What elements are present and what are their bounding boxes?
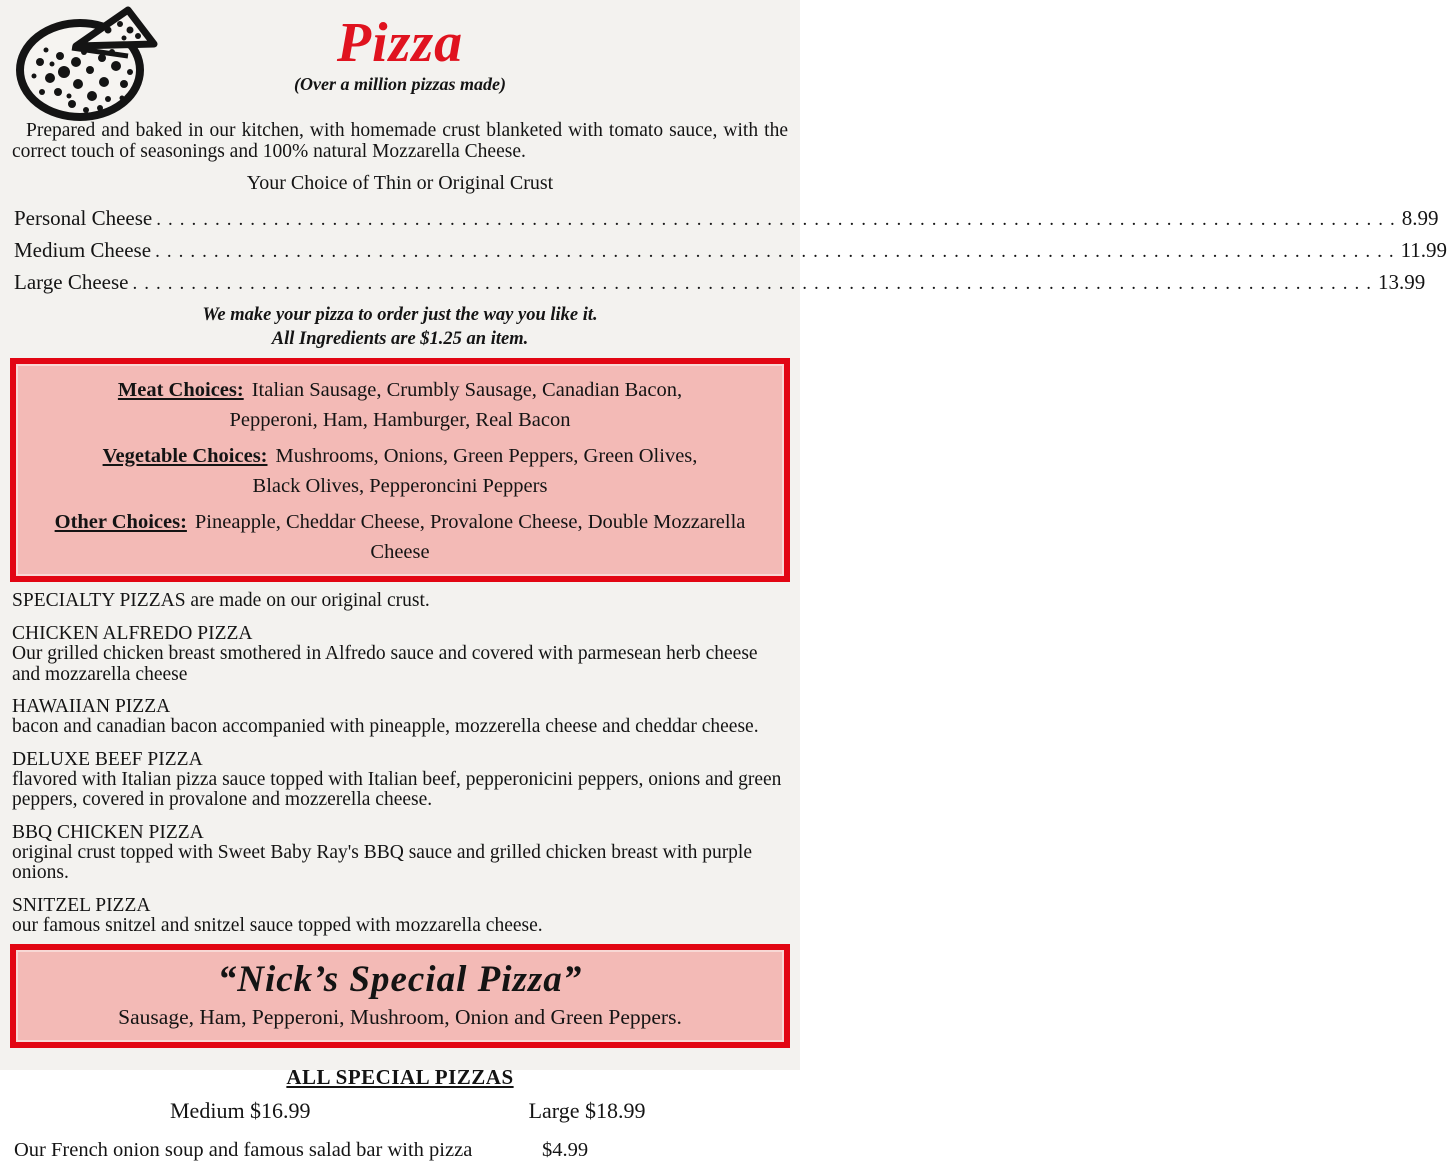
price-row-personal <box>14 203 1439 235</box>
price-row-large <box>14 267 1426 299</box>
specialty-header: SPECIALTY PIZZAS are made on our original crust. <box>12 590 430 611</box>
choices-line <box>24 375 776 405</box>
specialty-item-snitzel <box>12 895 788 937</box>
meat-choices-group <box>24 375 776 435</box>
intro-paragraph: Prepared and baked in our kitchen, with homemade crust blanketed with tomato sauce, with the correct touch of seasonings and 100% natural Mozzarella Cheese. <box>12 120 788 162</box>
nicks-special-title: “Nick’s Special Pizza” <box>217 959 583 1000</box>
nicks-special-toppings: Sausage, Ham, Pepperoni, Mushroom, Onion and Green Peppers. <box>118 1005 682 1029</box>
specialty-desc: flavored with Italian pizza sauce topped with Italian beef, pepperonicini peppers, onions and green peppers, covered in provalone and mozzerella cheese. <box>12 768 782 810</box>
meat-choices-items-2: Pepperoni, Ham, Hamburger, Real Bacon <box>229 409 571 431</box>
nicks-special-box <box>10 944 790 1048</box>
dot-leader <box>132 268 1378 299</box>
item-price: 8.99 <box>1401 206 1439 230</box>
soup-salad-row <box>14 1138 788 1162</box>
order-notes <box>0 303 800 351</box>
dot-leader <box>155 236 1401 267</box>
special-pizza-prices <box>0 1098 800 1124</box>
specialty-name: DELUXE BEEF PIZZA <box>12 748 203 770</box>
other-choices-group <box>24 507 776 567</box>
specialty-name: SNITZEL PIZZA <box>12 894 151 916</box>
specialty-name: HAWAIIAN PIZZA <box>12 696 171 717</box>
soup-salad-price: $4.99 <box>542 1139 589 1161</box>
specialty-name: BBQ CHICKEN PIZZA <box>12 821 204 843</box>
specialty-name: CHICKEN ALFREDO PIZZA <box>12 623 253 644</box>
meat-choices-items: Italian Sausage, Crumbly Sausage, Canadian Bacon, <box>251 379 683 401</box>
other-choices-items: Pineapple, Cheddar Cheese, Provalone Cheese, Double Mozzarella Cheese <box>194 511 746 563</box>
item-name: Personal Cheese <box>14 206 153 230</box>
specialty-desc: our famous snitzel and snitzel sauce topped with mozzarella cheese. <box>12 914 543 936</box>
price-row-medium <box>14 235 1447 267</box>
specialty-item-hawaiian <box>12 696 788 738</box>
soup-salad-text: Our French onion soup and famous salad bar with pizza <box>14 1139 473 1161</box>
choices-line <box>24 441 776 471</box>
cheese-price-list <box>14 203 1447 299</box>
special-price-medium: Medium $16.99 <box>170 1098 311 1123</box>
specialty-desc: Our grilled chicken breast smothered in Alfredo sauce and covered with parmesean herb cheese and mozzarella cheese <box>12 643 758 685</box>
item-name: Large Cheese <box>14 270 129 294</box>
item-price: 11.99 <box>1400 238 1447 262</box>
meat-choices-label: Meat Choices: <box>117 379 244 401</box>
specialty-item-chicken-alfredo <box>12 623 788 685</box>
other-choices-label: Other Choices: <box>54 511 187 533</box>
specialty-desc: bacon and canadian bacon accompanied with pineapple, mozzerella cheese and cheddar cheese. <box>12 716 759 737</box>
choices-line <box>24 507 776 567</box>
specialty-pizzas-section <box>12 590 788 936</box>
item-price: 13.99 <box>1377 270 1426 294</box>
specialty-item-deluxe-beef <box>12 749 788 811</box>
vegetable-choices-label: Vegetable Choices: <box>102 445 268 467</box>
specialty-desc: original crust topped with Sweet Baby Ray's BBQ sauce and grilled chicken breast with purple onions. <box>12 841 753 883</box>
nicks-special-content <box>16 950 784 1042</box>
special-price-large: Large $18.99 <box>528 1098 646 1123</box>
topping-choices-box <box>10 358 790 582</box>
crust-choice-line: Your Choice of Thin or Original Crust <box>246 172 554 194</box>
menu-header <box>0 0 800 114</box>
pizza-icon <box>12 4 164 118</box>
all-special-pizzas-header: ALL SPECIAL PIZZAS <box>286 1065 514 1089</box>
specialty-item-bbq-chicken <box>12 822 788 884</box>
page-subtitle: (Over a million pizzas made) <box>294 74 506 94</box>
page-title: Pizza <box>336 12 464 74</box>
vegetable-choices-group <box>24 441 776 501</box>
vegetable-choices-items-2: Black Olives, Pepperoncini Peppers <box>252 475 548 497</box>
note-line-1: We make your pizza to order just the way you like it. <box>202 305 598 325</box>
note-line-2: All Ingredients are $1.25 an item. <box>271 329 529 349</box>
item-name: Medium Cheese <box>14 238 152 262</box>
vegetable-choices-items: Mushrooms, Onions, Green Peppers, Green Olives, <box>275 445 698 467</box>
dot-leader <box>156 204 1402 235</box>
